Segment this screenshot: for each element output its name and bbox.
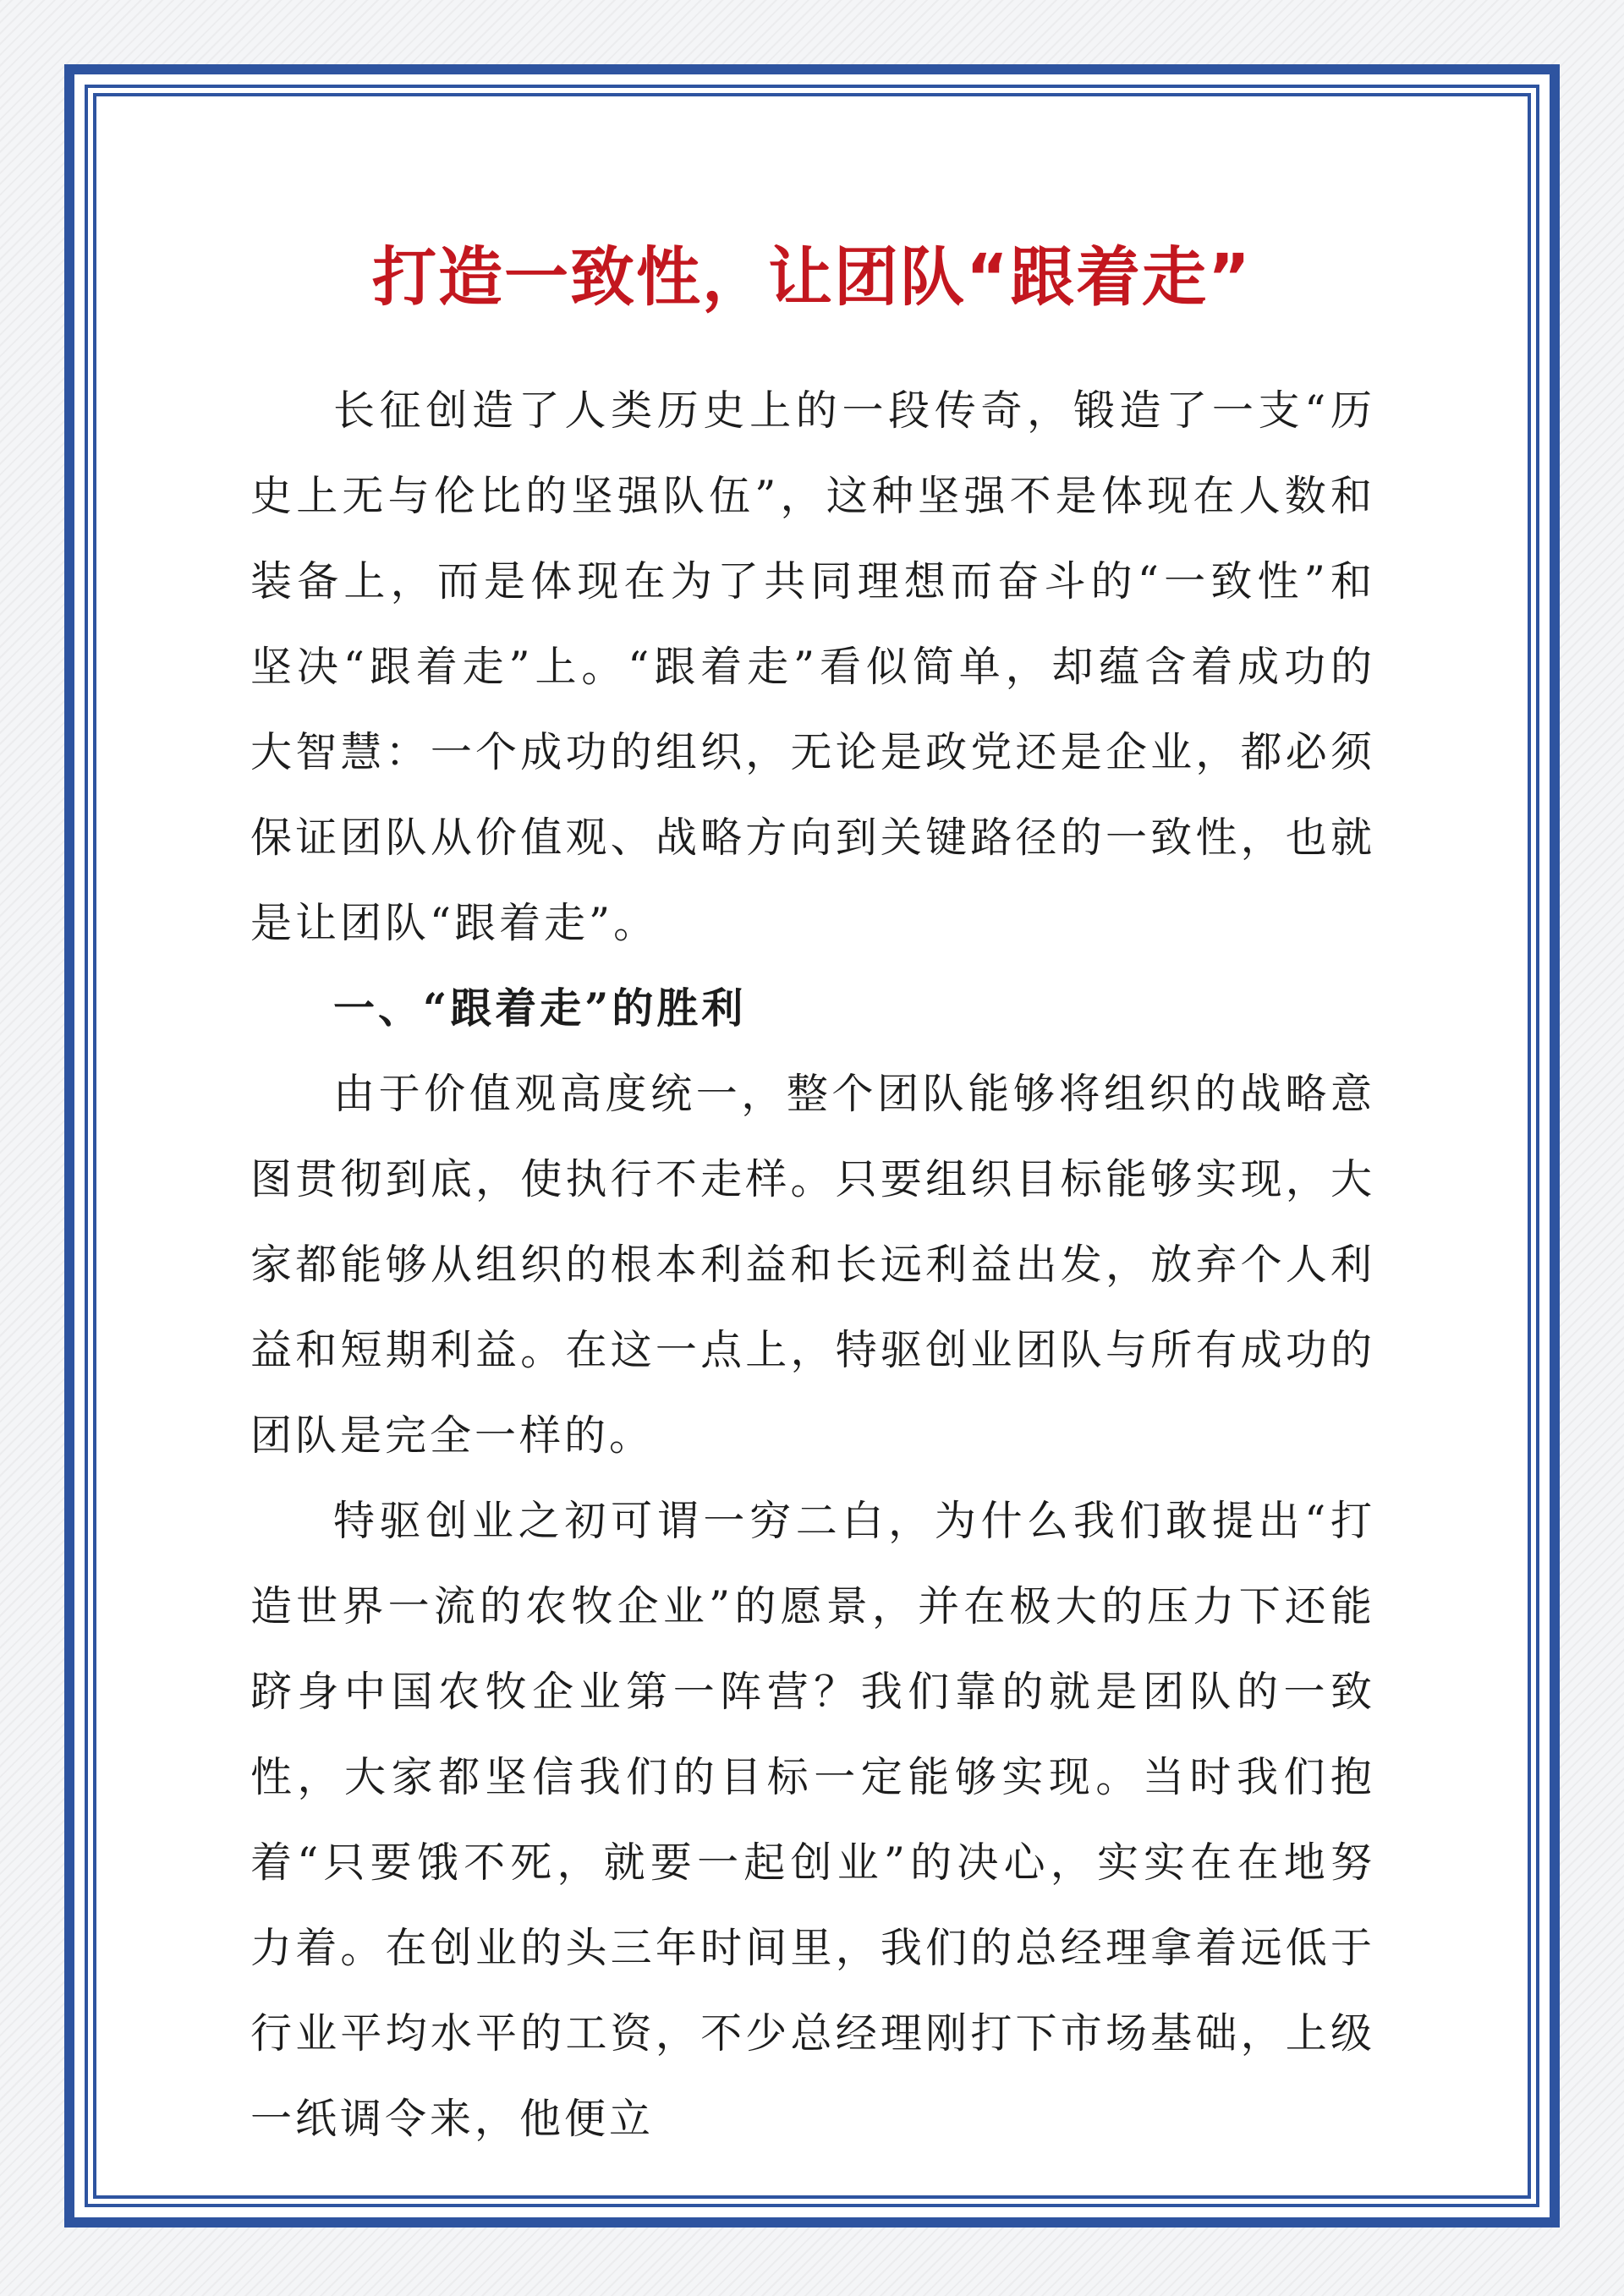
- article-title: 打造一致性，让团队“跟着走”: [372, 239, 1252, 315]
- paragraph-intro: 长征创造了人类历史上的一段传奇，锻造了一支“历史上无与伦比的坚强队伍”，这种坚强不是体现在人数和装备上，而是体现在为了共同理想而奋斗的“一致性”和坚决“跟着走”上。“跟着走”看似简单，却蕴含着成功的大智慧：一个成功的组织，无论是政党还是企业，都必须保证团队从价值观、战略方向到关键路径的一致性，也就是让团队“跟着走”。: [250, 386, 1375, 947]
- article-body: [250, 368, 1375, 2162]
- paragraph-startup: 特驱创业之初可谓一穷二白，为什么我们敢提出“打造世界一流的农牧企业”的愿景，并在极大的压力下还能跻身中国农牧企业第一阵营？我们靠的就是团队的一致性，大家都坚信我们的目标一定能够实现。当时我们抱着“只要饿不死，就要一起创业”的决心，实实在在地努力着。在创业的头三年时间里，我们的总经理拿着远低于行业平均水平的工资，不少总经理刚打下市场基础，上级一纸调令来，他便立: [250, 1497, 1375, 2143]
- paragraph-unity: 由于价值观高度统一，整个团队能够将组织的战略意图贯彻到底，使执行不走样。只要组织目标能够实现，大家都能够从组织的根本利益和长远利益出发，放弃个人利益和短期利益。在这一点上，特驱创业团队与所有成功的团队是完全一样的。: [250, 1070, 1375, 1460]
- section-heading: 一、“跟着走”的胜利: [333, 984, 747, 1033]
